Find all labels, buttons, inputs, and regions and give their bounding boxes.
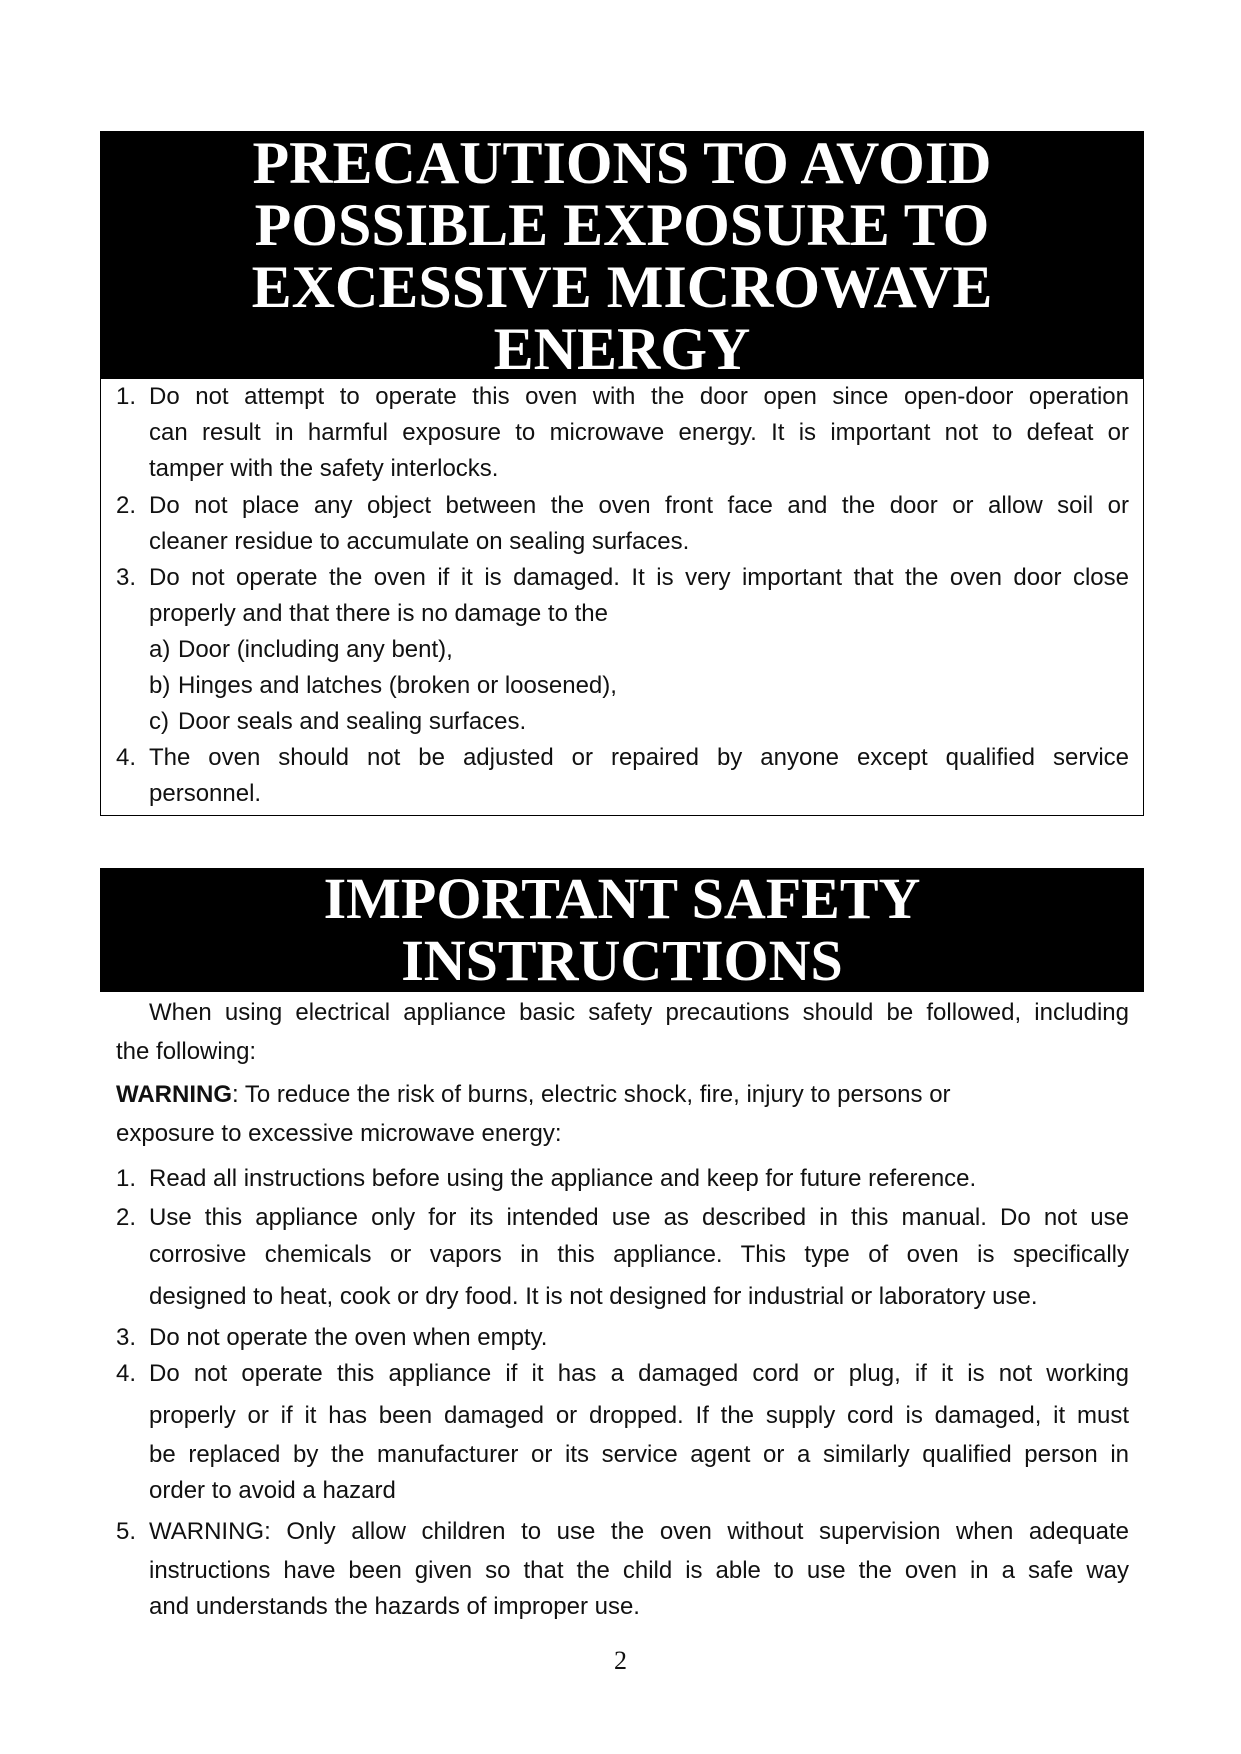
sub-item-label: c): [149, 708, 169, 735]
list-item-text: Do not operate the oven when empty.: [149, 1324, 548, 1351]
list-item-text: personnel.: [149, 780, 262, 807]
title-line: POSSIBLE EXPOSURE TO: [254, 192, 990, 258]
list-item-text: tamper with the safety interlocks.: [149, 455, 499, 482]
precautions-title-banner: [100, 130, 1144, 382]
list-item-text: cleaner residue to accumulate on sealing surfaces.: [149, 528, 690, 555]
list-number: 4.: [116, 744, 137, 771]
sub-item-text: Hinges and latches (broken or loosened),: [178, 672, 617, 699]
list-number: 1.: [116, 1165, 137, 1192]
list-number: 4.: [116, 1360, 137, 1387]
intro-text: When using electrical appliance basic safety precautions should be followed, including: [149, 999, 1129, 1026]
list-item-text: Use this appliance only for its intended use as described in this manual. Do not use: [149, 1204, 1129, 1231]
list-item-text: and understands the hazards of improper use.: [149, 1593, 640, 1620]
title-line: INSTRUCTIONS: [401, 928, 843, 993]
list-item-text: instructions have been given so that the child is able to use the oven in a safe way: [149, 1557, 1129, 1584]
sub-item-label: b): [149, 672, 171, 699]
title-line: PRECAUTIONS TO AVOID: [252, 130, 992, 196]
warning-text: exposure to excessive microwave energy:: [116, 1120, 562, 1147]
list-item-text: order to avoid a hazard: [149, 1477, 396, 1504]
sub-item-text: Door (including any bent),: [178, 636, 453, 663]
list-number: 2.: [116, 1204, 137, 1231]
list-item-text: Do not place any object between the oven front face and the door or allow soil or: [149, 492, 1129, 519]
list-number: 1.: [116, 383, 137, 410]
list-item-text: corrosive chemicals or vapors in this appliance. This type of oven is specifically: [149, 1241, 1129, 1268]
title-line: IMPORTANT SAFETY: [323, 866, 921, 931]
list-number: 3.: [116, 1324, 137, 1351]
sub-item-text: Door seals and sealing surfaces.: [178, 708, 527, 735]
warning-label: WARNING: [116, 1081, 232, 1108]
warning-paragraph: [116, 1080, 951, 1110]
list-item-text: properly or if it has been damaged or dropped. If the supply cord is damaged, it must: [149, 1402, 1129, 1429]
list-number: 5.: [116, 1518, 137, 1545]
list-number: 2.: [116, 492, 137, 519]
list-item-text: WARNING: Only allow children to use the oven without supervision when adequate: [149, 1518, 1129, 1545]
list-item-text: can result in harmful exposure to microwave energy. It is important not to defeat or: [149, 419, 1129, 446]
intro-text: the following:: [116, 1038, 257, 1065]
list-item-text: properly and that there is no damage to the: [149, 600, 608, 627]
title-line: EXCESSIVE MICROWAVE: [251, 254, 993, 320]
list-item-text: Read all instructions before using the appliance and keep for future reference.: [149, 1165, 977, 1192]
list-item-text: be replaced by the manufacturer or its service agent or a similarly qualified person in: [149, 1441, 1129, 1468]
list-item-text: Do not operate the oven if it is damaged. It is very important that the oven door close: [149, 564, 1129, 591]
list-item-text: Do not attempt to operate this oven with the door open since open-door operation: [149, 383, 1129, 410]
list-item-text: Do not operate this appliance if it has a damaged cord or plug, if it is not working: [149, 1360, 1129, 1387]
sub-item-label: a): [149, 636, 171, 663]
list-item-text: designed to heat, cook or dry food. It is not designed for industrial or laboratory use.: [149, 1283, 1038, 1310]
page-number: 2: [614, 1646, 627, 1675]
safety-instructions-title-banner: [100, 868, 1144, 992]
list-number: 3.: [116, 564, 137, 591]
warning-text: : To reduce the risk of burns, electric shock, fire, injury to persons or: [232, 1081, 951, 1108]
title-line: ENERGY: [493, 316, 751, 382]
list-item-text: The oven should not be adjusted or repaired by anyone except qualified service: [149, 744, 1129, 771]
